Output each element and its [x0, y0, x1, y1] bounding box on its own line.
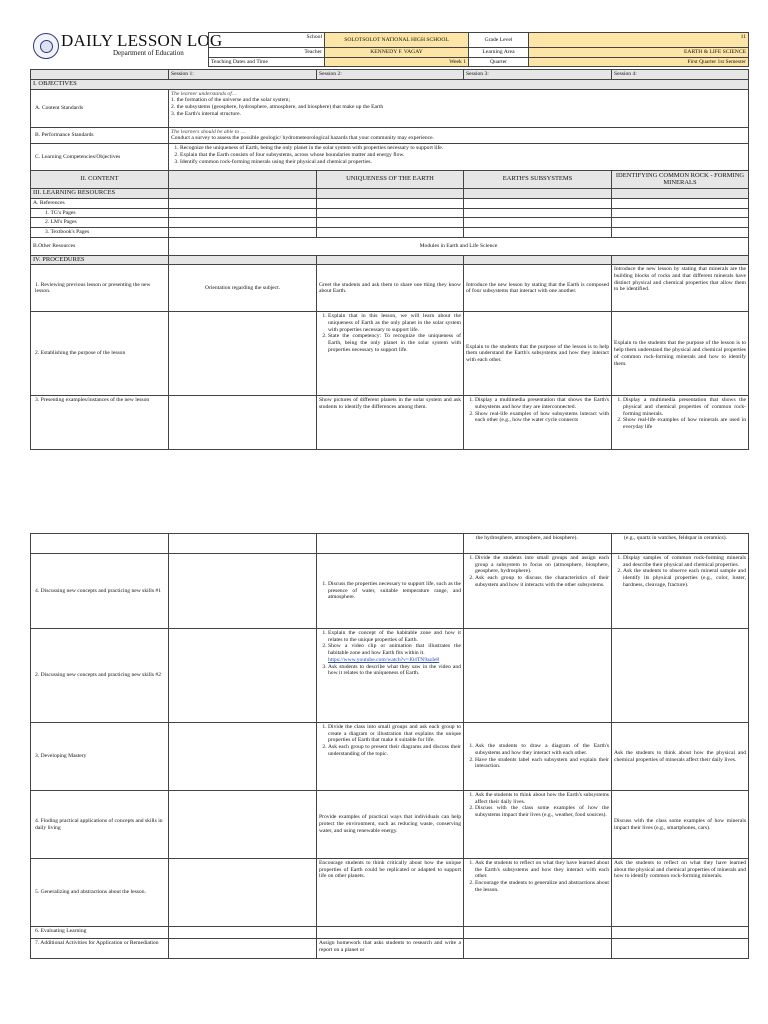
learning-resources-heading: III. LEARNING RESOURCES — [31, 189, 169, 199]
school-value: SOLOTSOLOT NATIONAL HIGH SCHOOL — [325, 33, 469, 48]
procedure-10-session-2: Assign homework that asks students to research and write a report on a planet or — [317, 939, 464, 959]
document-title: DAILY LESSON LOG — [61, 31, 223, 50]
procedure-9-label: 6. Evaluating Learning — [31, 927, 169, 939]
quarter-value: First Quarter 1st Semester — [529, 57, 749, 67]
lesson-log-table-1 — [30, 69, 749, 450]
procedures-heading: IV. PROCEDURES — [31, 255, 169, 265]
procedure-3-label: 3. Presenting examples/instances of the new lesson — [31, 396, 169, 450]
header-info-table — [208, 32, 749, 67]
content-session-3: EARTH'S SUBSYSTEMS — [464, 171, 612, 189]
content-session-4: IDENTIFYING COMMON ROCK - FORMING MINERALS — [612, 171, 749, 189]
procedure-7-label: 4. Finding practical applications of concepts and skills in daily living — [31, 791, 169, 859]
procedure-1-session-4: Introduce the new lesson by stating that minerals are the building blocks of rocks and that different minerals have distinct physical and chemical properties that allow them to be identified. — [612, 265, 749, 312]
procedure-4-label: 4. Discussing new concepts and practicing new skills #1 — [31, 554, 169, 629]
session-1-header: Session 1: — [169, 70, 317, 80]
procedure-3-session-2: Show pictures of different planets in the solar system and ask students to identify the differences among them. — [317, 396, 464, 450]
content-session-2: UNIQUENESS OF THE EARTH — [317, 171, 464, 189]
procedure-8-label: 5. Generalizing and abstractions about the lesson. — [31, 859, 169, 927]
procedure-2-session-3: Explain to the students that the purpose of the lesson is to help them understand the Earth's subsystems and how they interact with each other. — [464, 312, 612, 396]
procedure-8-session-2: Encourage students to think critically about how the unique properties of Earth could be replicated or adapted to support life on other planets. — [317, 859, 464, 927]
procedure-6-session-3: 1. Ask the students to draw a diagram of the Earth's subsystems and how they interact with each other. 2. Have the students label each subsystem and explain their interaction. — [464, 723, 612, 791]
tg-pages-label: 1. TG's Pages — [31, 208, 169, 218]
competencies-list: 1. Recognize the uniqueness of Earth, being the only planet in the solar system with properties necessary to support life. 2. Explain that the Earth consists of four subsystems, across whose boundaries matter and energy flow. 3. Identify common rock-forming minerals using their physical and chemical properties. — [169, 144, 749, 171]
video-link[interactable]: https://www.youtube.com/watch?v=J04TN9azIe8 — [328, 656, 440, 663]
procedure-3-session-4-cont: (e.g., quartz in watches, feldspar in ceramics). — [612, 534, 749, 554]
session-2-header: Session 2: — [317, 70, 464, 80]
procedure-1-session-1: Orientation regarding the subject. — [169, 265, 317, 312]
learning-area-value: EARTH & LIFE SCIENCE — [529, 48, 749, 58]
procedure-2-label: 2. Establishing the purpose of the lesson — [31, 312, 169, 396]
procedure-7-session-3: 1. Ask the students to think about how the Earth's subsystems affect their daily lives. 2. Discuss with the class some examples of how the subsystems impact their lives (e.g., weather, food sources). — [464, 791, 612, 859]
procedure-6-label: 3. Developing Mastery — [31, 723, 169, 791]
grade-label: Grade Level — [469, 33, 529, 48]
teaching-dates-label: Teaching Dates and Time — [209, 57, 325, 67]
quarter-label: Quarter — [469, 57, 529, 67]
procedure-8-session-4: Ask the students to reflect on what they have learned about the physical and chemical properties of minerals and how to identify common rock-forming minerals. — [612, 859, 749, 927]
textbook-pages-label: 3. Textbook's Pages — [31, 227, 169, 237]
procedure-5-session-2: 1. Explain the concept of the habitable zone and how it relates to the unique properties of Earth. 2. Show a video clip or animation that illustrates the habitable zone and how Earth fits within it. https://www.youtube.com/watch?v=J04TN9azIe8 3. Ask students to describe what they saw in the video and how it relates to the uniqueness of Earth. — [317, 629, 464, 723]
other-resources-label: B.Other Resources — [31, 237, 169, 255]
procedure-10-label: 7. Additional Activities for Application or Remediation — [31, 939, 169, 959]
procedure-4-session-4: 1. Display samples of common rock-forming minerals and describe their physical and chemical properties. 2. Ask the students to observe each mineral sample and identify its physical properties (e.g., color, luster, hardness, cleavage, fracture). — [612, 554, 749, 629]
performance-standards-label: B. Performance Standards — [31, 127, 169, 143]
procedure-3-session-3-cont: the hydrosphere, atmosphere, and biosphere). — [464, 534, 612, 554]
lm-pages-label: 2. LM's Pages — [31, 218, 169, 228]
procedure-3-session-3: 1. Display a multimedia presentation that shows the Earth's subsystems and how they are interconnected. 2. Show real-life examples of how subsystems interact with each other (e.g., how the water cycle connects — [464, 396, 612, 450]
objectives-heading: I. OBJECTIVES — [31, 79, 749, 89]
learning-area-label: Learning Area — [469, 48, 529, 58]
performance-standards-text: The learners should be able to … Conduct a survey to assess the possible geologic/ hydrometeorological hazards that your community may experience. — [169, 127, 749, 143]
procedure-4-session-2: 1. Discuss the properties necessary to support life, such as the presence of water, suitable temperature range, and atmosphere. — [317, 554, 464, 629]
lesson-log-table-2 — [30, 533, 749, 959]
other-resources-value: Modules in Earth and Life Science — [169, 237, 749, 255]
school-label: School — [209, 33, 325, 48]
content-standards-label: A. Content Standards — [31, 89, 169, 127]
procedure-1-session-3: Introduce the new lesson by stating that the Earth is composed of four subsystems that interact with one another. — [464, 265, 612, 312]
content-standards-text: The learner understands of… 1. the formation of the universe and the solar system; 2. the subsystems (geosphere, hydrosphere, atmosphere, and biosphere) that make up the Earth 3. the Earth's internal structure. — [169, 89, 749, 127]
procedure-7-session-4: Discuss with the class some examples of how minerals impact their lives (e.g., smartphones, cars). — [612, 791, 749, 859]
procedure-6-session-4: Ask the students to think about how the physical and chemical properties of minerals affect their daily lives. — [612, 723, 749, 791]
competencies-label: C. Learning Competencies/Objectives — [31, 144, 169, 171]
teaching-dates-value: Week 1 — [325, 57, 469, 67]
procedure-7-session-2: Provide examples of practical ways that individuals can help protect the environment, such as reducing waste, conserving water, and using renewable energy. — [317, 791, 464, 859]
procedure-1-session-2: Greet the students and ask them to share one thing they know about Earth. — [317, 265, 464, 312]
grade-value: 11 — [529, 33, 749, 48]
procedure-5-label: 2. Discussing new concepts and practicing new skills #2 — [31, 629, 169, 723]
procedure-4-session-3: 1. Divide the students into small groups and assign each group a subsystem to focus on (atmosphere, biosphere, geosphere, hydrosphere). 2. Ask each group to discuss the characteristics of their subsystem and how it interacts with the other subsystems. — [464, 554, 612, 629]
references-label: A. References — [31, 198, 169, 208]
deped-seal-icon — [33, 33, 59, 59]
teacher-label: Teacher — [209, 48, 325, 58]
teacher-value: KENNEDY F. VAGAY — [325, 48, 469, 58]
procedure-2-session-4: Explain to the students that the purpose of the lesson is to help them understand the physical and chemical properties of common rock-forming minerals and how to identify them. — [612, 312, 749, 396]
session-3-header: Session 3: — [464, 70, 612, 80]
procedure-3-session-4: 1. Display a multimedia presentation that shows the physical and chemical properties of common rock-forming minerals. 2. Show real-life examples of how minerals are used in everyday life — [612, 396, 749, 450]
procedure-6-session-2: 1. Divide the class into small groups and ask each group to create a diagram or illustration that explains the unique properties of Earth that make it suitable for life. 2. Ask each group to present their diagrams and discuss their understanding of the topic. — [317, 723, 464, 791]
procedure-1-label: 1. Reviewing previous lesson or presenting the new lesson. — [31, 265, 169, 312]
page-gap — [0, 497, 768, 527]
session-4-header: Session 4: — [612, 70, 749, 80]
department-name: Department of Education — [113, 49, 184, 57]
page-1 — [0, 0, 768, 497]
page-2 — [0, 527, 768, 1024]
content-heading: II. CONTENT — [31, 171, 169, 189]
procedure-8-session-3: 1. Ask the students to reflect on what they have learned about the Earth's subsystems and how they interact with each other. 2. Encourage the students to generalize and abstractions about the lesson. — [464, 859, 612, 927]
procedure-2-session-2: 1. Explain that in this lesson, we will learn about the uniqueness of Earth as the only planet in the solar system with properties necessary to support life. 2. State the competency: To recognize the uniqueness of Earth, being the only planet in the solar system with properties necessary to support life. — [317, 312, 464, 396]
